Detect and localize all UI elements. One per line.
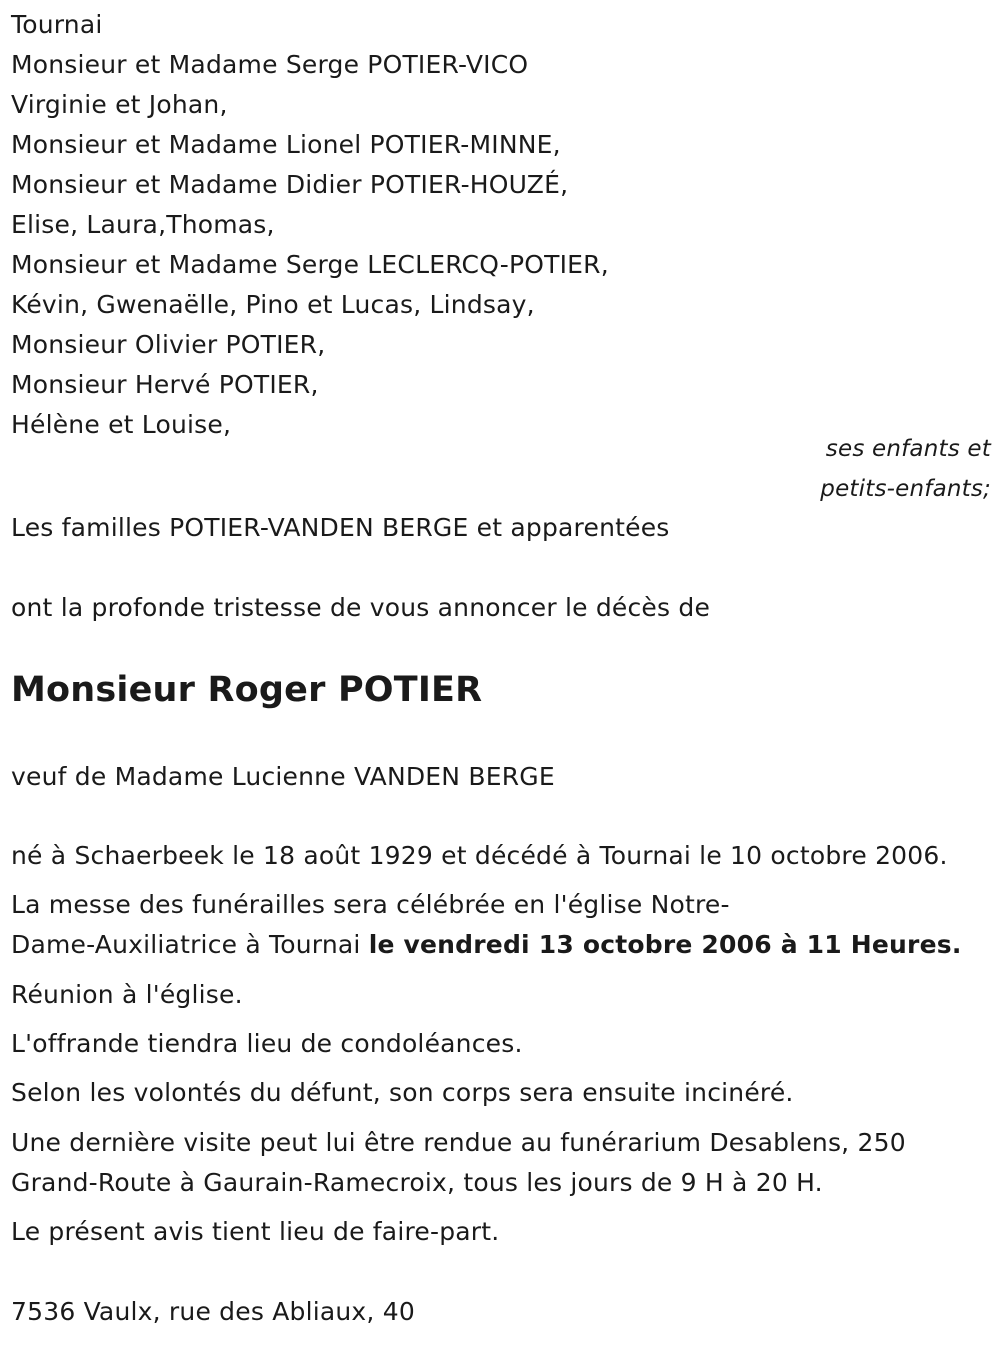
relation-label: petits-enfants; — [820, 476, 991, 502]
family-line: Monsieur et Madame Serge POTIER-VICO — [11, 50, 529, 79]
family-line: Elise, Laura,Thomas, — [11, 210, 275, 239]
family-line: Monsieur Olivier POTIER, — [11, 330, 326, 359]
obituary-notice — [11, 0, 991, 1347]
address: 7536 Vaulx, rue des Abliaux, 40 — [11, 1297, 415, 1326]
visit-line: Grand-Route à Gaurain-Ramecroix, tous les jours de 9 H à 20 H. — [11, 1168, 823, 1197]
mass-line: La messe des funérailles sera célébrée en l'église Notre- — [11, 890, 730, 919]
deceased-name: Monsieur Roger POTIER — [11, 670, 483, 710]
family-line: Virginie et Johan, — [11, 90, 228, 119]
cremation: Selon les volontés du défunt, son corps sera ensuite incinéré. — [11, 1078, 794, 1107]
announcement: ont la profonde tristesse de vous annoncer le décès de — [11, 593, 711, 622]
mass-location: Dame-Auxiliatrice à Tournai — [11, 930, 369, 959]
family-line: Monsieur et Madame Didier POTIER-HOUZÉ, — [11, 170, 569, 199]
relation-label: ses enfants et — [825, 436, 991, 462]
meeting: Réunion à l'église. — [11, 980, 243, 1009]
faire-part: Le présent avis tient lieu de faire-part. — [11, 1217, 500, 1246]
families-line: Les familles POTIER-VANDEN BERGE et apparentées — [11, 513, 670, 542]
family-line: Monsieur Hervé POTIER, — [11, 370, 319, 399]
family-line: Kévin, Gwenaëlle, Pino et Lucas, Lindsay, — [11, 290, 535, 319]
mass-line — [11, 930, 962, 960]
visit-line: Une dernière visite peut lui être rendue au funérarium Desablens, 250 — [11, 1128, 906, 1157]
offering: L'offrande tiendra lieu de condoléances. — [11, 1029, 523, 1058]
mass-date: le vendredi 13 octobre 2006 à 11 Heures. — [368, 930, 962, 959]
widower-of: veuf de Madame Lucienne VANDEN BERGE — [11, 762, 555, 791]
family-line: Monsieur et Madame Serge LECLERCQ-POTIER, — [11, 250, 609, 279]
family-line: Monsieur et Madame Lionel POTIER-MINNE, — [11, 130, 561, 159]
family-line: Hélène et Louise, — [11, 410, 232, 439]
birth-death: né à Schaerbeek le 18 août 1929 et décédé à Tournai le 10 octobre 2006. — [11, 841, 948, 870]
city: Tournai — [11, 10, 103, 39]
